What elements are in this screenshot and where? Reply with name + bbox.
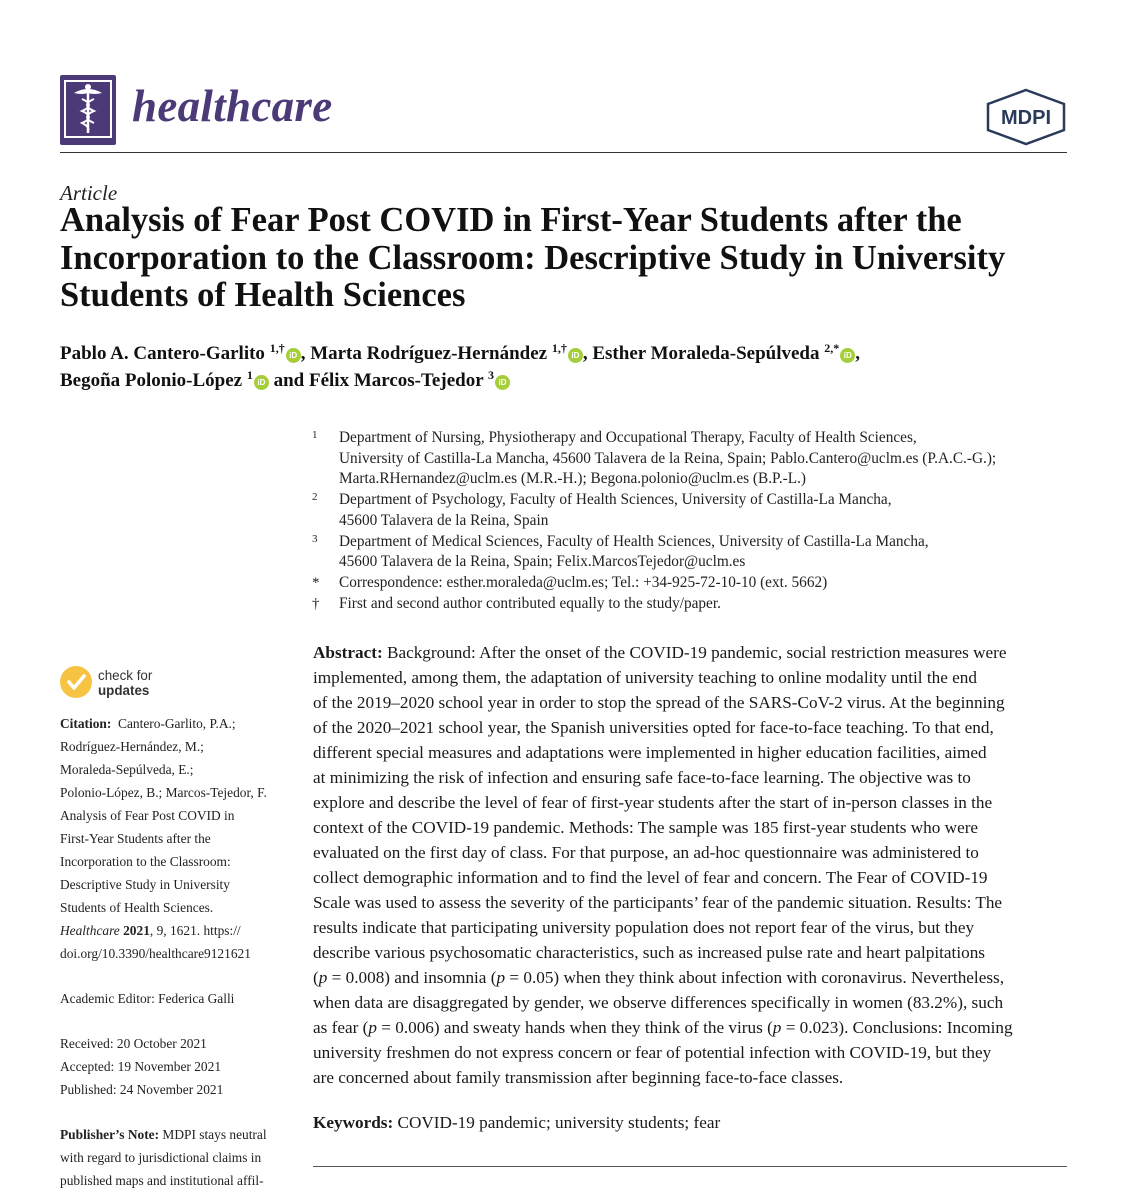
publisher-name: MDPI [1001,107,1051,129]
affiliation-item [312,490,1072,531]
sidebar [60,712,300,1192]
correspondence-item [312,573,1072,594]
author-name[interactable]: Félix Marcos-Tejedor [308,370,484,391]
citation-line: Rodríguez-Hernández, M.; [60,739,204,754]
orcid-icon[interactable]: iD [254,375,269,390]
orcid-icon[interactable]: iD [840,348,855,363]
abstract-line: different special measures and adaptations were implemented in higher education facilities, aimed [313,743,987,762]
affiliation-line: University of Castilla-La Mancha, 45600 Talavera de la Reina, Spain; Pablo.Cantero@uclm.es (P.A.C.-G.); [339,449,997,467]
affiliation-line: 45600 Talavera de la Reina, Spain [339,511,549,529]
affiliation-line: Department of Medical Sciences, Faculty of Health Sciences, University of Castilla-La Mancha, [339,532,929,550]
affiliation-item [312,428,1072,490]
affiliations [312,428,1072,614]
citation-line: First-Year Students after the [60,831,211,846]
citation-line: Incorporation to the Classroom: [60,854,231,869]
author-name[interactable]: Pablo A. Cantero-Garlito [60,343,265,364]
abstract-line: context of the COVID-19 pandemic. Methods: The sample was 185 first-year students who were [313,818,979,837]
title-line: Incorporation to the Classroom: Descriptive Study in University [60,238,1006,277]
equal-contribution-note [312,594,1072,615]
abstract-fragment: = 0.006) and sweaty hands when they think of the virus ( [376,1018,773,1037]
affiliation-mark: † [312,595,320,612]
orcid-icon[interactable]: iD [495,375,510,390]
journal-name: healthcare [132,81,333,131]
citation-year: 2021 [123,923,150,938]
citation-volume: , 9, 1621. https:// [149,923,241,938]
p-value-symbol: p [318,968,328,987]
abstract-line: describe various psychosomatic characteristics, such as increased pulse rate and heart palpitations [313,943,985,962]
abstract-line: implemented, among them, the adaptation of university teaching to online modality until the end [313,668,977,687]
abstract-line [313,1015,1073,1040]
abstract-line: results indicate that participating university population does not report fear of the virus, but they [313,918,975,937]
updates-label: updates [98,683,150,698]
abstract-fragment: = 0.023). Conclusions: Incoming [781,1018,1013,1037]
title-line: Analysis of Fear Post COVID in First-Year Students after the [60,201,962,239]
citation-line [60,919,300,942]
keywords-text: COVID-19 pandemic; university students; fear [397,1113,721,1132]
publishers-note-line: with regard to jurisdictional claims in [60,1150,262,1165]
p-value-symbol: p [368,1018,377,1037]
check-for-updates-button[interactable] [60,666,200,704]
abstract-line: at minimizing the risk of infection and ensuring safe face-to-face learning. The objective was to [313,768,971,787]
publishers-note-line: published maps and institutional affil- [60,1173,264,1188]
caduceus-icon [60,75,116,145]
journal-logo [60,75,116,145]
abstract-fragment: = 0.05) when they think about infection with coronavirus. Nevertheless, [505,968,1005,987]
affiliation-line: 45600 Talavera de la Reina, Spain; Felix.MarcosTejedor@uclm.es [339,553,746,571]
author-name[interactable]: Begoña Polonio-López [60,370,243,391]
abstract-fragment: as fear ( [313,1018,369,1037]
abstract-line: of the 2019–2020 school year in order to stop the spread of the SARS-CoV-2 virus. At the beginning [313,693,1005,712]
publishers-note-line: MDPI stays neutral [162,1127,267,1142]
citation-line: Polonio-López, B.; Marcos-Tejedor, F. [60,785,267,800]
citation-line: Cantero-Garlito, P.A.; [118,716,236,731]
orcid-icon[interactable]: iD [286,348,301,363]
author-affiliation-sup: 1,† [551,341,567,355]
publishers-note [60,1123,300,1192]
author-list: Pablo A. Cantero-Garlito $^{1,\dagger}$iD , Marta Rodríguez-Hernández $^{1,\dagger}$iD , Esther Moraleda-Sepúlveda $^{2,*}$iD , Begoña Polonio-López $^1$iD and Félix Marcos-Tejedor $^3$iD [60,341,860,391]
article-title [60,202,1080,315]
keywords-label: Keywords: [313,1113,394,1132]
checkmark-icon [60,666,92,698]
academic-editor: Academic Editor: Federica Galli [60,991,235,1006]
keywords [313,1113,720,1133]
author-affiliation-sup: 1 [246,368,253,382]
affiliation-item [312,532,1072,573]
abstract-line: university freshmen do not express concern or fear of potential infection with COVID-19, but they [313,1043,992,1062]
citation-journal: Healthcare [60,923,120,938]
note-line: First and second author contributed equally to the study/paper. [339,594,721,612]
author-joiner: and [273,370,305,391]
orcid-icon[interactable]: iD [568,348,583,363]
citation-line: Descriptive Study in University [60,877,230,892]
author-name[interactable]: Marta Rodríguez-Hernández [310,343,548,364]
received-date: Received: 20 October 2021 [60,1036,207,1051]
p-value-symbol: p [772,1018,782,1037]
author-affiliation-sup: 3 [488,368,495,382]
header-divider [60,152,1067,153]
title-line: Students of Health Sciences [60,276,466,314]
citation-line: Analysis of Fear Post COVID in [60,808,235,823]
doi-link[interactable]: doi.org/10.3390/healthcare9121621 [60,946,251,961]
affiliation-line: Marta.RHernandez@uclm.es (M.R.-H.); Begona.polonio@uclm.es (B.P.-L.) [339,470,807,488]
p-value-symbol: p [496,968,506,987]
abstract-fragment: ( [313,968,319,987]
affiliation-line: Department of Nursing, Physiotherapy and Occupational Therapy, Faculty of Health Sciences, [339,429,917,446]
citation-label: Citation: [60,716,112,731]
published-date: Published: 24 November 2021 [60,1082,224,1097]
abstract-fragment: = 0.008) and insomnia ( [327,968,497,987]
citation-block [60,712,300,965]
abstract-line: explore and describe the level of fear of first-year students after the start of in-person classes in the [313,793,993,812]
abstract-line [313,965,1073,990]
abstract-line: of the 2020–2021 school year, the Spanish universities opted for face-to-face teaching. To that end, [313,718,994,737]
affiliation-line: Department of Psychology, Faculty of Health Sciences, University of Castilla-La Mancha, [339,491,892,509]
abstract-line: evaluated on the first day of class. For that purpose, an ad-hoc questionnaire was administered to [313,843,979,862]
check-for-label: check for [98,668,153,683]
publishers-note-label: Publisher’s Note: [60,1127,160,1142]
abstract [313,640,1073,1090]
mdpi-logo [985,88,1067,146]
author-name[interactable]: Esther Moraleda-Sepúlveda [592,343,820,364]
affiliation-mark: 1 [312,429,318,441]
accepted-date: Accepted: 19 November 2021 [60,1059,222,1074]
abstract-label: Abstract: [313,643,383,662]
abstract-line: collect demographic information and to find the level of fear and concern. The Fear of COVID-19 [313,868,988,887]
citation-line: Students of Health Sciences. [60,900,214,915]
affiliation-mark: 2 [312,491,318,504]
author-affiliation-sup: 1,† [269,341,285,355]
citation-line: Moraleda-Sepúlveda, E.; [60,762,194,777]
article-type: Article [60,181,118,205]
author-affiliation-sup: 2,* [824,341,840,355]
footer-divider [313,1166,1067,1167]
abstract-line: are concerned about family transmission after beginning face-to-face classes. [313,1068,844,1087]
abstract-line: Scale was used to assess the severity of the participants’ fear of the pandemic situation. Results: The [313,893,1003,912]
affiliation-mark: 3 [312,532,318,545]
abstract-line: when data are disaggregated by gender, we observe differences specifically in women (83.2%), such [313,993,1004,1012]
dates-block [60,1032,300,1101]
affiliation-mark: * [312,574,320,591]
correspondence-line: Correspondence: esther.moraleda@uclm.es; Tel.: +34-925-72-10-10 (ext. 5662) [339,573,828,591]
abstract-line: Background: After the onset of the COVID-19 pandemic, social restriction measures were [386,643,1007,662]
